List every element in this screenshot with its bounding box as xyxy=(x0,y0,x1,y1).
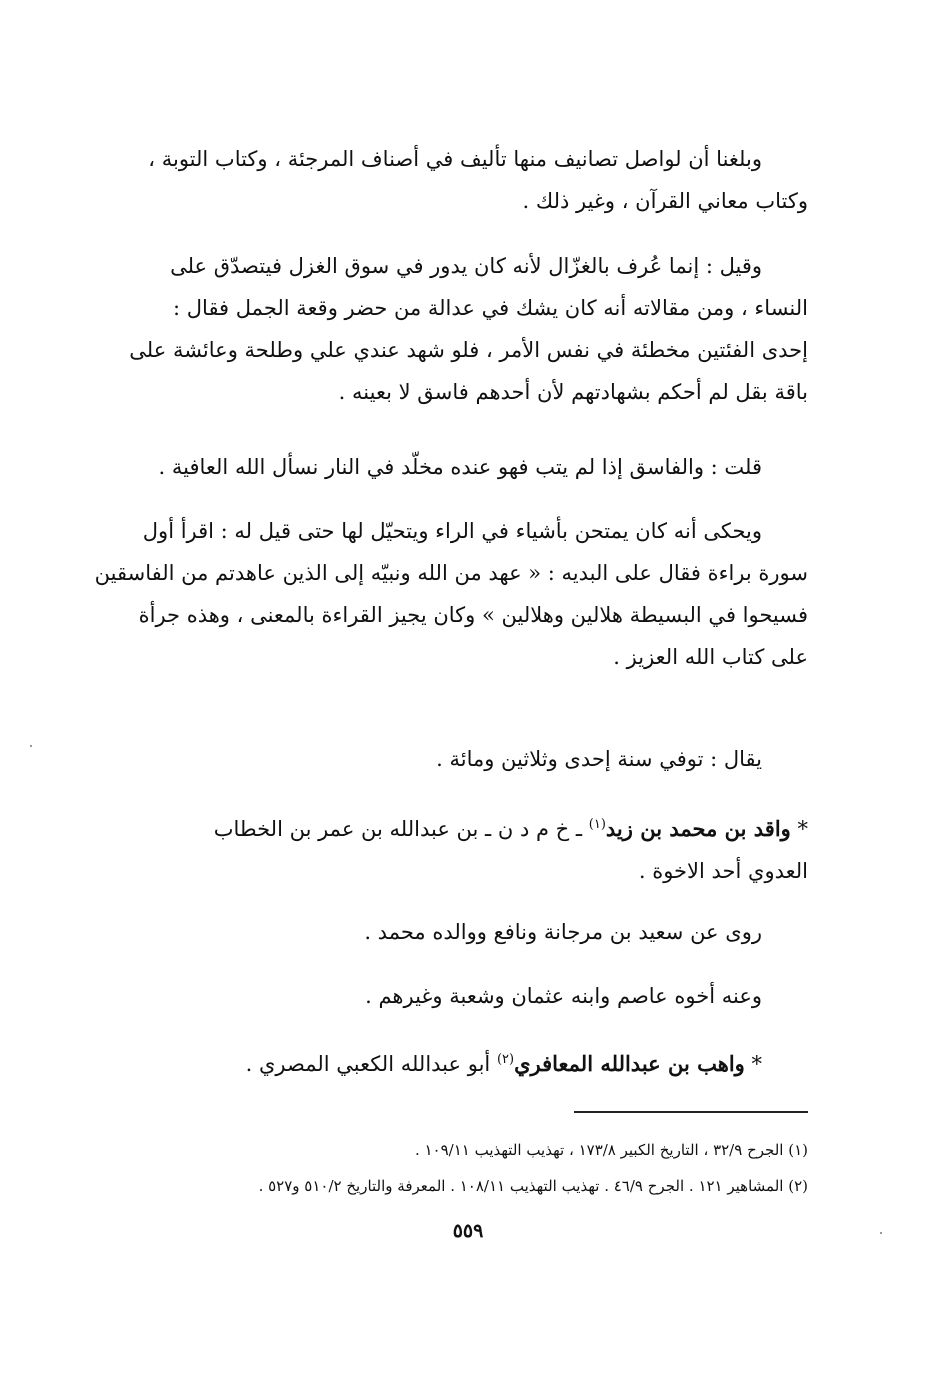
text-line: قلت : والفاسق إذا لم يتب فهو عنده مخلّد في النار نسأل الله العافية . xyxy=(158,455,762,479)
footnote-ref: (١) xyxy=(588,817,606,832)
text-line: باقة بقل لم أحكم بشهادتهم لأن أحدهم فاسق لا بعينه . xyxy=(338,380,808,404)
entry-heading-line xyxy=(132,804,808,850)
paragraph-wasil-works xyxy=(132,138,808,222)
text-line: وقيل : إنما عُرف بالغزّال لأنه كان يدور في سوق الغزل فيتصدّق على xyxy=(170,254,762,278)
text-line: إحدى الفئتين مخطئة في نفس الأمر ، فلو شهد عندي علي وطلحة وعائشة على xyxy=(129,338,808,362)
scan-speck xyxy=(30,745,32,747)
entry-marker: * xyxy=(797,817,808,841)
footnote-1: (١) الجرح ٣٢/٩ ، التاريخ الكبير ١٧٣/٨ ، تهذيب التهذيب ١٠٩/١١ . xyxy=(414,1141,808,1159)
footnotes xyxy=(132,1132,808,1204)
paragraph-ghazzal-nickname xyxy=(129,245,808,413)
text-line: النساء ، ومن مقالاته أنه كان يشك في عدالة من حضر وقعة الجمل فقال : xyxy=(173,296,808,320)
text-line: يقال : توفي سنة إحدى وثلاثين ومائة . xyxy=(436,747,762,771)
entry-waqid xyxy=(132,804,808,892)
entry-waqid-narrations xyxy=(132,911,808,1017)
entry-name: واقد بن محمد بن زيد xyxy=(605,816,791,841)
text-line: العدوي أحد الاخوة . xyxy=(638,859,808,883)
text-line: فسيحوا في البسيطة هلالين وهلالين » وكان يجيز القراءة بالمعنى ، وهذه جرأة xyxy=(138,603,808,627)
entry-lineage: ـ خ م د ن ـ بن عبدالله بن عمر بن الخطاب xyxy=(213,817,589,841)
paragraph-author-comment xyxy=(132,446,808,488)
paragraph-death-year xyxy=(132,738,808,780)
paragraph-ra-anecdote xyxy=(94,510,808,678)
entry-description: أبو عبدالله الكعبي المصري . xyxy=(245,1052,497,1076)
page-number: ٥٥٩ xyxy=(452,1220,484,1242)
footnote-ref: (٢) xyxy=(496,1052,515,1067)
text-line: وعنه أخوه عاصم وابنه عثمان وشعبة وغيرهم . xyxy=(365,984,762,1008)
footnote-separator xyxy=(574,1111,808,1113)
text-line: ويحكى أنه كان يمتحن بأشياء في الراء ويتحيّل لها حتى قيل له : اقرأ أول xyxy=(142,519,762,543)
text-line: وكتاب معاني القرآن ، وغير ذلك . xyxy=(522,189,808,213)
footnote-2: (٢) المشاهير ١٢١ . الجرح ٤٦/٩ . تهذيب التهذيب ١٠٨/١١ . المعرفة والتاريخ ٥١٠/٢ و٥٢٧ . xyxy=(258,1177,808,1195)
entry-wahib xyxy=(132,1039,808,1085)
text-line: سورة براءة فقال على البديه : « عهد من الله ونبيّه إلى الذين عاهدتم من الفاسقين xyxy=(94,561,808,585)
text-line: على كتاب الله العزيز . xyxy=(613,645,808,669)
entry-heading-line xyxy=(132,1039,808,1085)
text-line: وبلغنا أن لواصل تصانيف منها تأليف في أصناف المرجئة ، وكتاب التوبة ، xyxy=(148,147,762,171)
entry-name: واهب بن عبدالله المعافري xyxy=(514,1051,745,1076)
entry-marker: * xyxy=(751,1052,762,1076)
scan-speck xyxy=(880,1232,882,1234)
text-line: روى عن سعيد بن مرجانة ونافع ووالده محمد . xyxy=(364,920,762,944)
